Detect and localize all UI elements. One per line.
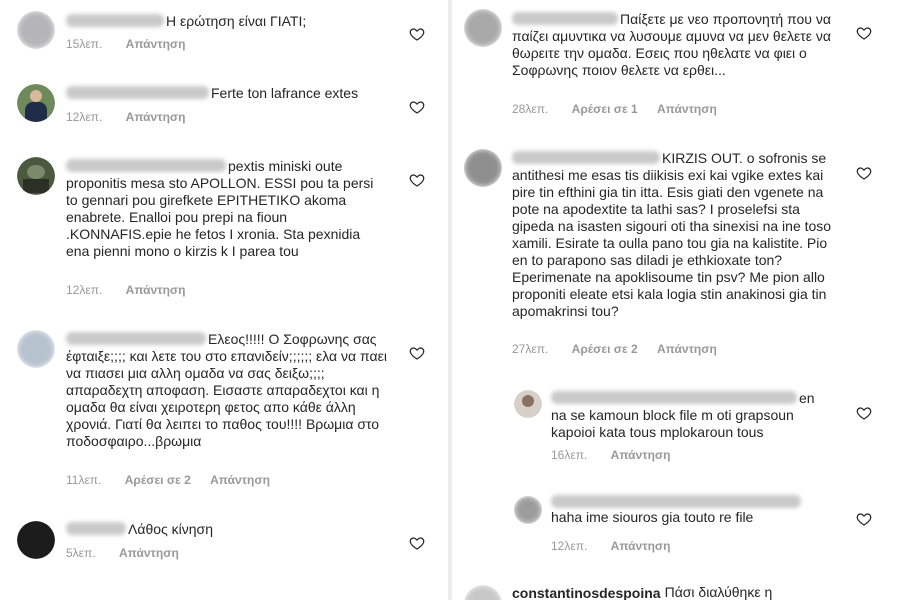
reply-button[interactable]: Απάντηση — [610, 448, 671, 462]
username-blurred[interactable] — [512, 12, 618, 25]
reply-button[interactable]: Απάντηση — [125, 283, 186, 297]
comment-meta — [66, 283, 201, 297]
username-blurred[interactable] — [66, 14, 164, 27]
comment-text: Ελεος!!!!! Ο Σοφρωνης σας έφταιξε;;;; και λετε του στο επανιδείν;;;;;; ελα να παει να πιασει μια αλλη ομαδα να σας δειξω;;;; απαραδεχτη αποφαση. Εισαστε απαραδεχτοι και η ομαδα θα είναι χειροτερη φετος απο κάθε άλλη χρονιά. Γιατί θα λειπει το παθος του!!!! Βρωμια στο ποδοσφαιρο...βρωμια — [66, 331, 387, 449]
username-blurred[interactable] — [551, 391, 797, 404]
heart-outline-icon[interactable] — [409, 535, 425, 551]
heart-outline-icon[interactable] — [856, 511, 872, 527]
username-blurred[interactable] — [66, 86, 209, 99]
heart-outline-icon[interactable] — [409, 345, 425, 361]
comment-time: 15λεπ. — [66, 37, 103, 51]
reply-button[interactable]: Απάντηση — [118, 546, 179, 560]
comment-text: KIRZIS OUT. o sofronis se antithesi me esas tis diikisis exi kai vgike extes kai pire tin efthini gia tin itta. Esis giati den vgenete na pote na apodextite ta lathi sas? I proselefsi sta gipeda na isasten sigouri oti tha sinexisi na ine toso xamili. Esirate ta oulla pano tou gia na kalistite. Pio en to parapono sas diladi je ethkioxate ton? Eperimenate na apoklisoume tin psv? Me pion allo proponiti eleate etsi kala logia stin anakinosi gia tin apomakrinsi tou? — [512, 150, 832, 319]
avatar[interactable] — [17, 84, 55, 122]
avatar[interactable] — [17, 11, 55, 49]
comment-text: constantinosdespoina Πάσι διαλύθηκε η — [512, 584, 773, 600]
right-comments-panel — [452, 0, 900, 600]
reply-button[interactable]: Απάντηση — [210, 473, 270, 487]
avatar[interactable] — [17, 521, 55, 559]
heart-outline-icon[interactable] — [856, 25, 872, 41]
reply-button[interactable]: Απάντηση — [657, 102, 717, 116]
avatar[interactable] — [464, 149, 502, 187]
reply-button[interactable]: Απάντηση — [125, 37, 186, 51]
comment-meta — [66, 37, 201, 51]
avatar[interactable] — [464, 585, 502, 600]
like-count[interactable]: Αρέσει σε 2 — [124, 473, 191, 487]
comment-meta — [512, 342, 733, 356]
comment-time: 16λεπ. — [551, 448, 588, 462]
username[interactable]: constantinosdespoina — [512, 585, 661, 600]
reply-text: en na se kamoun block file m oti grapsoun kapoioi kata tous mplokaroun tous — [551, 390, 815, 440]
comment-time: 28λεπ. — [512, 102, 549, 116]
reply-button[interactable]: Απάντηση — [125, 110, 186, 124]
comment-meta — [512, 102, 733, 116]
heart-outline-icon[interactable] — [409, 26, 425, 42]
avatar[interactable] — [464, 9, 502, 47]
like-count[interactable]: Αρέσει σε 1 — [571, 102, 638, 116]
comment-text: Παίξετε με νεο προπονητή που να παίζει αμυντικα να λυσουμε αμυνα να μεν θελετε να θωρειτε την ομαδα. Εσεις που ηθελατε να φιει ο Σοφρωνης ποιον θελετε να ερθει... — [512, 11, 831, 78]
comment-meta — [66, 473, 286, 487]
comment-meta — [66, 546, 195, 560]
comment-meta — [551, 448, 686, 462]
heart-outline-icon[interactable] — [409, 172, 425, 188]
comment-meta — [551, 539, 686, 553]
avatar[interactable] — [17, 157, 55, 195]
username-blurred[interactable] — [512, 151, 660, 164]
heart-outline-icon[interactable] — [856, 165, 872, 181]
left-comments-panel — [0, 0, 448, 600]
reply-text: haha ime siouros gia touto re file — [551, 495, 833, 526]
like-count[interactable]: Αρέσει σε 2 — [571, 342, 638, 356]
comment-text: Η ερώτηση είναι ΓΙΑΤΙ; — [66, 13, 396, 30]
avatar[interactable] — [17, 330, 55, 368]
comment-time: 12λεπ. — [66, 110, 103, 124]
reply-button[interactable]: Απάντηση — [657, 342, 717, 356]
comment-time: 11λεπ. — [66, 473, 102, 487]
comment-text: pextis miniski oute proponitis mesa sto APOLLON. ESSI pou ta persi to gennari pou girefkete EPITHETIKO akoma enabrete. Enalloi pou prepi na fioun .KONNAFIS.epie he fetos I xronia. Sta pexnidia ena pienni mono o kirzis k I parea tou — [66, 158, 374, 259]
username-blurred[interactable] — [66, 332, 206, 345]
comment-time: 12λεπ. — [551, 539, 588, 553]
heart-outline-icon[interactable] — [856, 405, 872, 421]
avatar[interactable] — [514, 496, 542, 524]
heart-outline-icon[interactable] — [409, 99, 425, 115]
avatar[interactable] — [514, 390, 542, 418]
username-blurred[interactable] — [66, 522, 126, 535]
reply-button[interactable]: Απάντηση — [610, 539, 671, 553]
comment-meta — [66, 110, 201, 124]
comment-time: 27λεπ. — [512, 342, 549, 356]
comment-time: 12λεπ. — [66, 283, 103, 297]
username-blurred[interactable] — [66, 159, 226, 172]
comment-text: Ferte ton lafrance extes — [66, 85, 396, 102]
comment-text: Λάθος κίνηση — [66, 521, 396, 538]
username-blurred[interactable] — [551, 495, 801, 508]
comment-time: 5λεπ. — [66, 546, 96, 560]
